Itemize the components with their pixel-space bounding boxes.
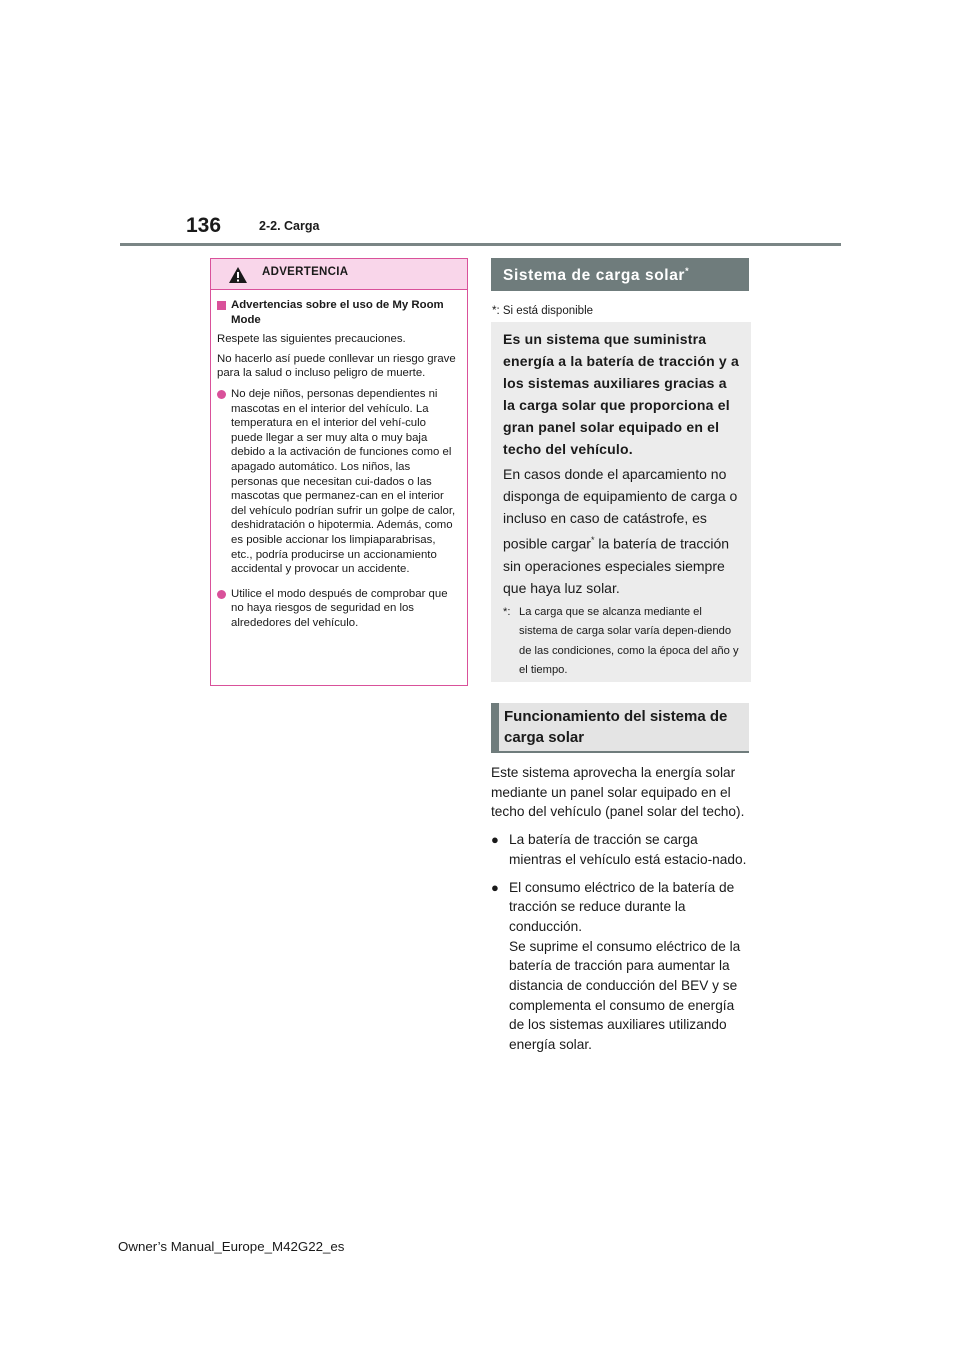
warning-heading [217, 298, 457, 327]
solar-text-after: la batería de tracción sin operaciones especiales siempre que haya luz solar. [503, 535, 730, 596]
section-label: 2-2. Carga [259, 219, 320, 233]
page-number: 136 [186, 214, 222, 237]
square-bullet-icon [217, 301, 226, 310]
warning-triangle-icon [228, 266, 248, 284]
warning-intro: Respete las siguientes precauciones. [217, 333, 406, 346]
function-section-body [491, 763, 753, 1055]
warning-body [211, 290, 467, 630]
bullet-icon: ● [491, 879, 499, 895]
solar-summary: Es un sistema que suministra energía a la batería de tracción y a los sistemas auxiliares gracias a la carga solar que proporciona el gran panel solar equipado en el techo del vehículo. [503, 331, 739, 457]
function-bullet-subtext: Se suprime el consumo eléctrico de la batería de tracción para aumentar la distancia de conducción del BEV y se complementa el consumo de energía de los sistemas auxiliares utilizando energía solar. [509, 938, 741, 1053]
function-bullet [491, 830, 753, 869]
function-bullet-content [509, 878, 753, 1055]
solar-info-box [491, 322, 751, 682]
solar-box-footnote [503, 603, 739, 681]
function-bullet [491, 878, 753, 1055]
function-section-heading: Funcionamiento del sistema de carga solar [491, 703, 749, 753]
box-footnote-mark: *: [503, 605, 511, 618]
warning-consequence: No hacerlo así puede conllevar un riesgo grave para la salud o incluso peligro de muerte. [217, 352, 456, 380]
warning-item [217, 587, 457, 631]
solar-section-heading [491, 258, 749, 291]
solar-description [503, 463, 739, 599]
solar-section-asterisk: * [685, 266, 690, 276]
footnote-mark: *: [492, 305, 500, 317]
function-bullet-text: El consumo eléctrico de la batería de tracción se reduce durante la conducción. [509, 879, 735, 934]
warning-header [211, 259, 467, 290]
solar-text-before: En casos donde el aparcamiento no disponga de equipamiento de carga o incluso en caso de catástrofe, es posible cargar [503, 466, 738, 552]
warning-box [210, 258, 468, 686]
availability-footnote [492, 305, 593, 317]
bullet-icon: ● [491, 832, 499, 848]
function-bullet-text: La batería de tracción se carga mientras el vehículo está estacio-nado. [509, 832, 747, 867]
function-intro: Este sistema aprovecha la energía solar mediante un panel solar equipado en el techo del vehículo (panel solar del techo). [491, 765, 745, 820]
dot-bullet-icon [217, 590, 226, 599]
warning-heading-text: Advertencias sobre el uso de My Room Mode [231, 299, 444, 326]
solar-section-title: Sistema de carga solar [503, 267, 686, 285]
header-rule [120, 243, 841, 246]
page-footer: Owner’s Manual_Europe_M42G22_es [118, 1239, 345, 1254]
footnote-text: Si está disponible [502, 305, 594, 317]
solar-text-asterisk: * [590, 535, 595, 545]
warning-item-text: Utilice el modo después de comprobar que no haya riesgos de seguridad en los alrededores del vehículo. [231, 587, 448, 629]
warning-item [217, 387, 457, 577]
box-footnote-text: La carga que se alcanza mediante el sistema de carga solar varía depen-diendo de las condiciones, como la época del año y el tiempo. [519, 605, 739, 677]
warning-item-text: No deje niños, personas dependientes ni mascotas en el interior del vehículo. La temperatura en el interior del vehí-culo puede llegar a ser muy alta o muy baja debido a la activación de funciones como el apagado automático. Los niños, las personas que necesitan cui-dados o las mascotas que permanez-can en el interior del vehículo podrían sufrir un golpe de calor, deshidratación o hipotermia. Además, como es posible accionar los limpiaparabrisas, etc., podría producirse un accionamiento accidental y provocar un accidente. [231, 387, 456, 576]
warning-title: ADVERTENCIA [262, 266, 349, 278]
dot-bullet-icon [217, 390, 226, 399]
